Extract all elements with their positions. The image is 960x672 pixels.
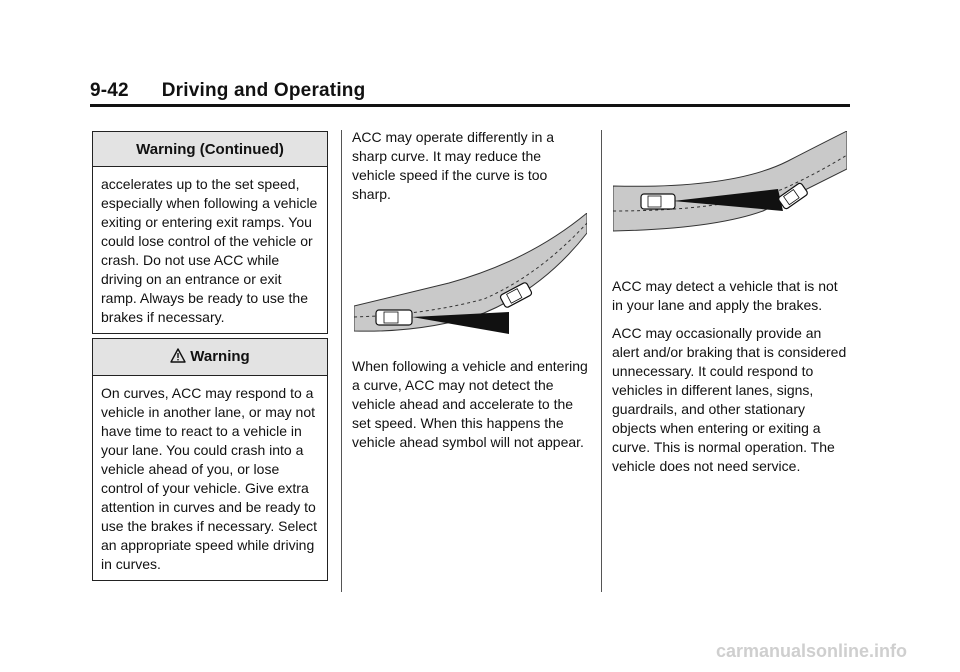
column-divider-1 [341,130,342,592]
own-vehicle-icon [641,194,675,209]
figure-curve-following-vehicle [354,213,587,346]
column-3-text [612,277,850,485]
header-rule [90,104,850,107]
page-header [90,80,850,102]
column-divider-2 [601,130,602,592]
warning-body [93,376,327,580]
watermark: carmanualsonline.info [716,641,908,661]
column-2-text-bottom [352,357,588,461]
own-vehicle-icon [376,310,412,325]
column-3-para-1: ACC may detect a vehicle that is not in your lane and apply the brakes. [612,278,838,313]
warning-triangle-icon [170,348,186,367]
warning-box [92,338,328,581]
warning-continued-title: Warning (Continued) [93,132,327,167]
column-2-text-top [352,128,588,213]
figure-curve-adjacent-lane-vehicle [613,131,847,265]
column-2-para-2: When following a vehicle and entering a curve, ACC may not detect the vehicle ahead and accelerate to the set speed. When this happens the vehicle ahead symbol will not appear. [352,358,588,450]
warning-title: Warning [190,348,250,365]
warning-continued-box [92,131,328,334]
column-2-para-1: ACC may operate differently in a sharp curve. It may reduce the vehicle speed if the curve is too sharp. [352,129,555,202]
warning-title-row [93,339,327,376]
warning-continued-body [93,167,327,333]
warning-text: On curves, ACC may respond to a vehicle in another lane, or may not have time to react to a vehicle in your lane. You could crash into a vehicle ahead of you, or lose control of your vehicle. Give extra attention in curves and be ready to use the brakes if necessary. Select an appropriate speed while driving in curves. [101,385,318,572]
page-title: 9-42 Driving and Operating [90,80,366,101]
warning-continued-text: accelerates up to the set speed, especially when following a vehicle exiting or entering exit ramps. You could lose control of the vehicle or crash. Do not use ACC while driving on an entrance or exit ramp. Always be ready to use the brakes if necessary. [101,176,318,325]
column-3-para-2: ACC may occasionally provide an alert and/or braking that is considered unnecessary. It could respond to vehicles in different lanes, signs, guardrails, and other stationary objects when entering or exiting a curve. This is normal operation. The vehicle does not need service. [612,325,847,474]
